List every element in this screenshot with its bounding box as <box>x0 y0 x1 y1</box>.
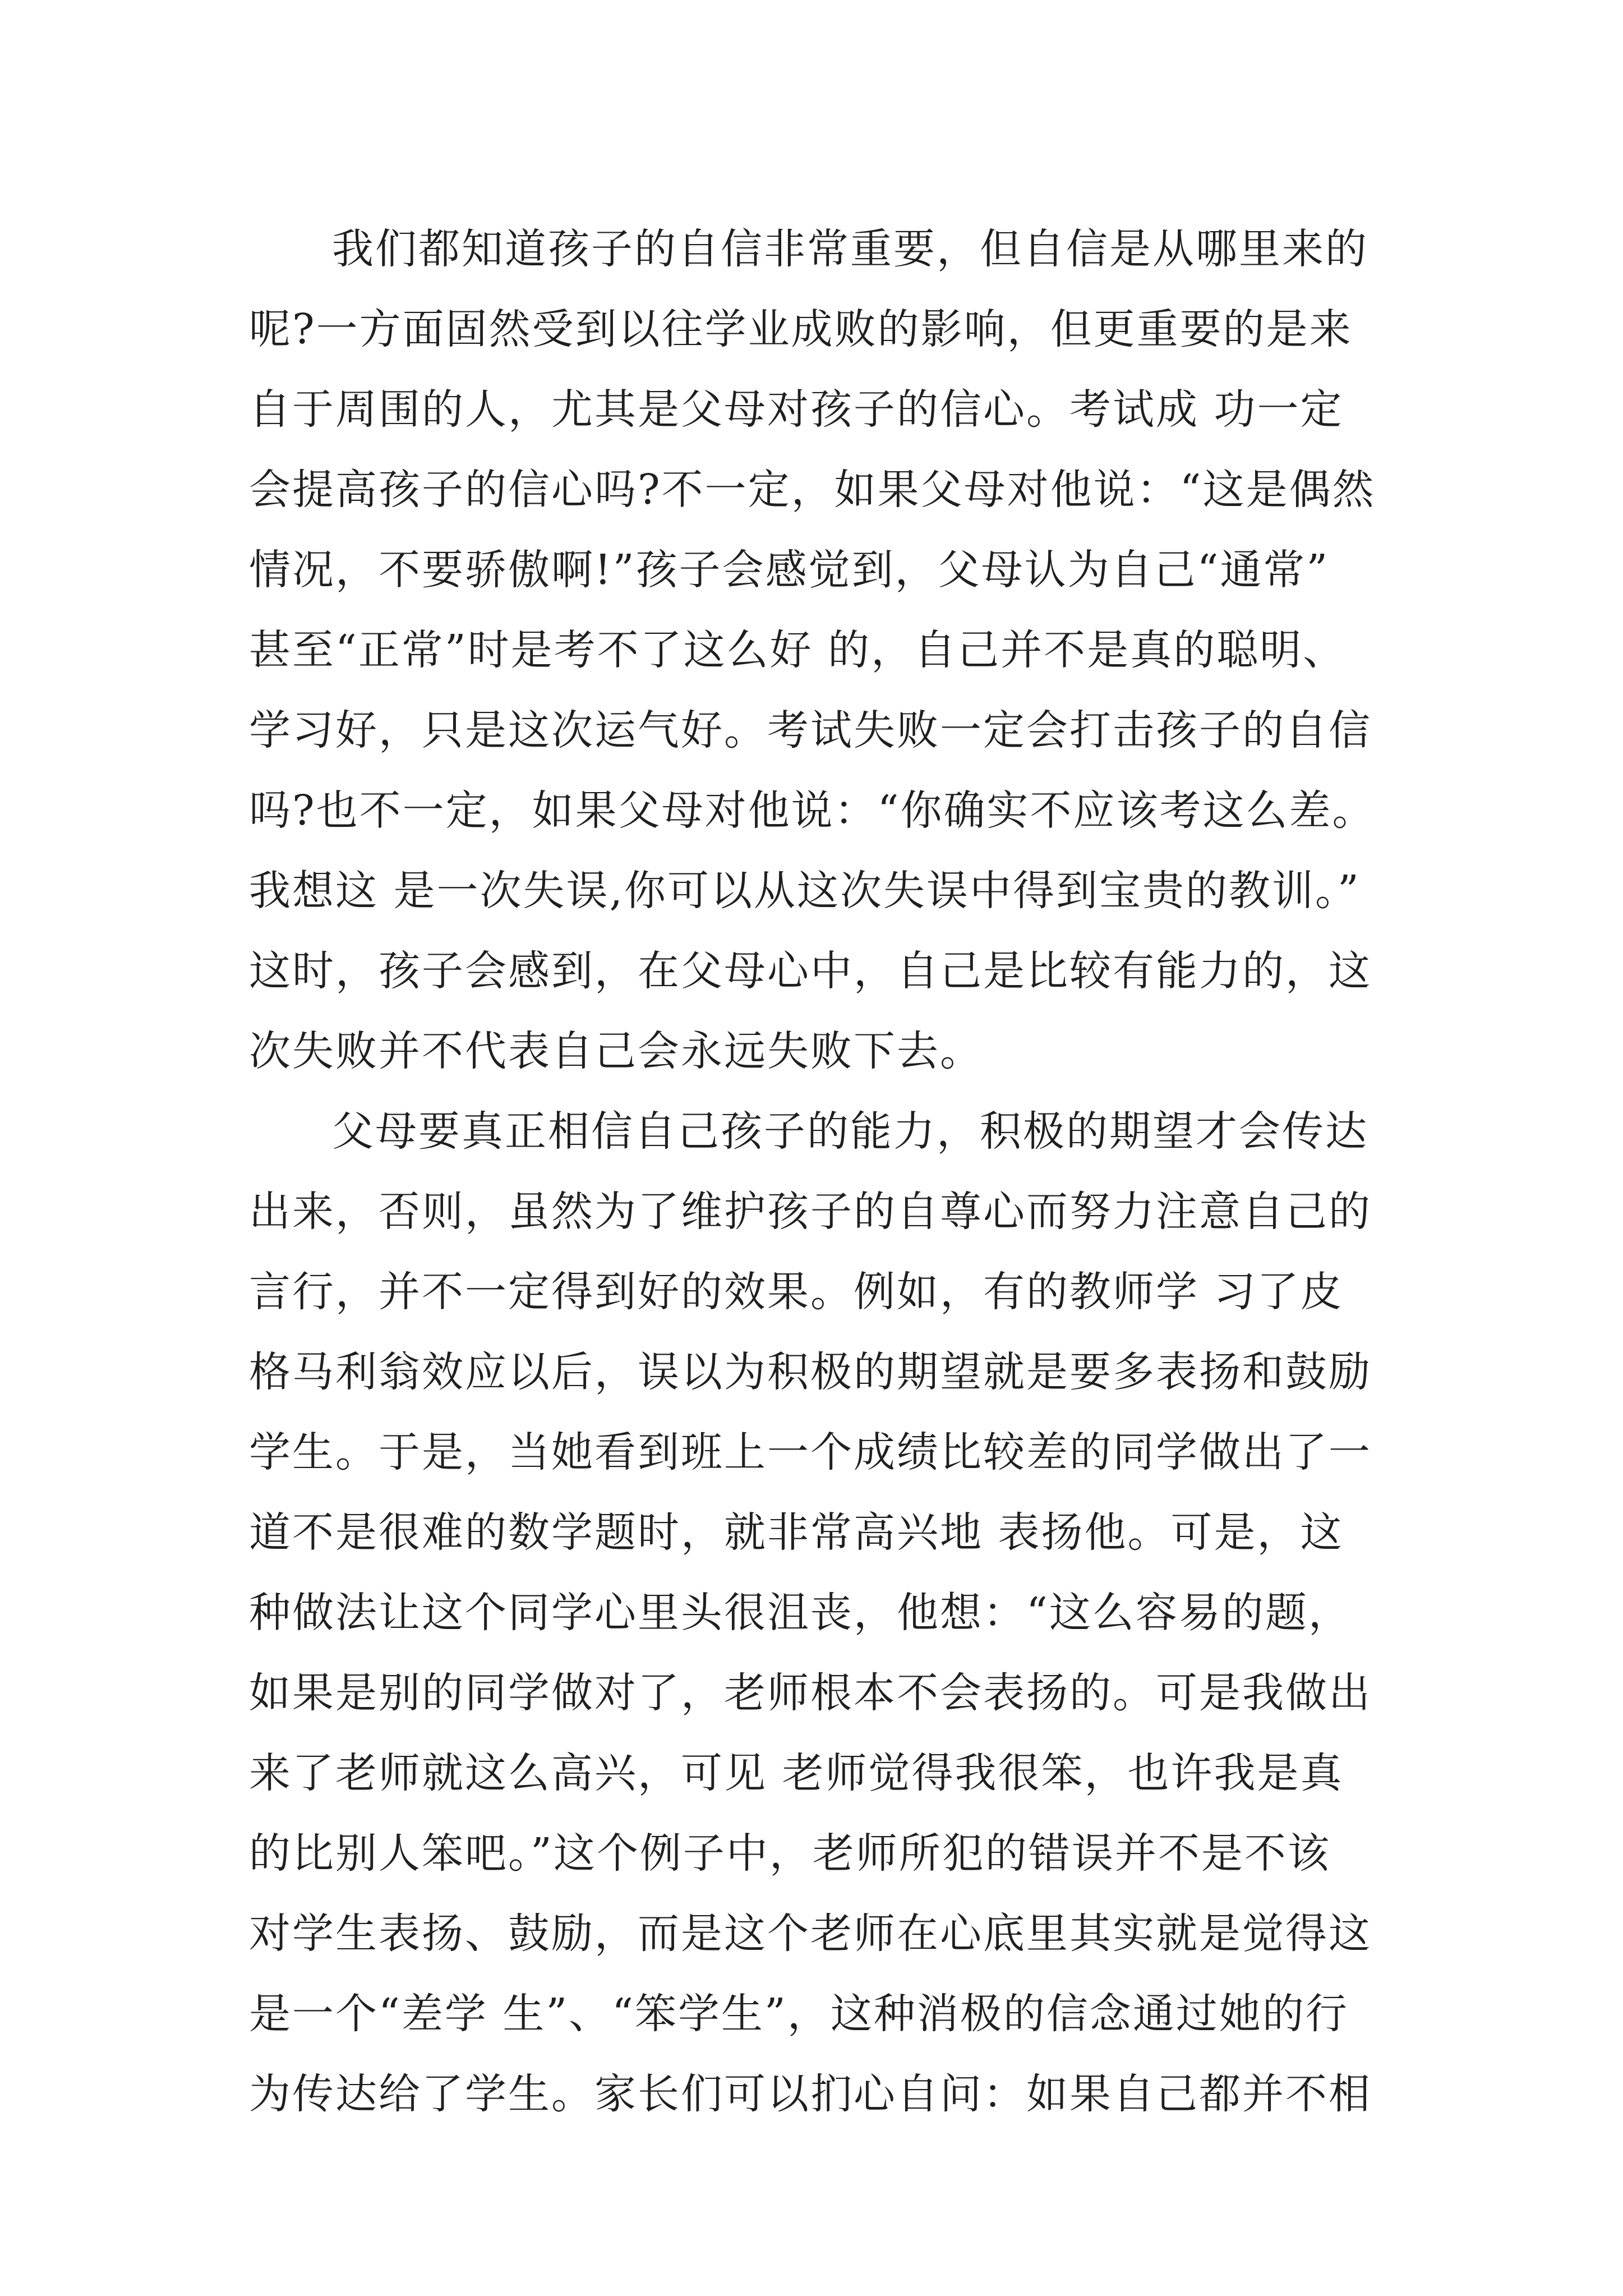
paragraph-1-line-9: 我想这 是一次失误,你可以从这次失误中得到宝贵的教训。” <box>249 867 1361 915</box>
paragraph-2-line-2: 出来，否则，虽然为了维护孩子的自尊心而努力注意自己的 <box>249 1188 1372 1236</box>
paragraph-2-line-6: 道不是很难的数学题时，就非常高兴地 表扬他。可是，这 <box>249 1508 1344 1557</box>
paragraph-1-line-7: 学习好，只是这次运气好。考试失败一定会打击孩子的自信 <box>249 706 1372 754</box>
paragraph-1-line-4: 会提高孩子的信心吗?不一定，如果父母对他说：“这是偶然 <box>249 466 1376 514</box>
paragraph-1-line-5: 情况，不要骄傲啊!”孩子会感觉到，父母认为自己“通常” <box>249 546 1330 594</box>
paragraph-2-line-11: 对学生表扬、鼓励，而是这个老师在心底里其实就是觉得这 <box>249 1910 1372 1958</box>
paragraph-2-line-1: 父母要真正相信自己孩子的能力，积极的期望才会传达 <box>332 1107 1368 1156</box>
paragraph-2-line-10: 的比别人笨吧。”这个例子中，老师所犯的错误并不是不该 <box>249 1829 1331 1878</box>
paragraph-2-line-5: 学生。于是，当她看到班上一个成绩比较差的同学做出了一 <box>249 1428 1372 1476</box>
paragraph-2-line-13: 为传达给了学生。家长们可以扪心自问：如果自己都并不相 <box>249 2070 1372 2118</box>
paragraph-2-line-4: 格马利翁效应以后，误以为积极的期望就是要多表扬和鼓励 <box>249 1348 1372 1396</box>
paragraph-1-line-1: 我们都知道孩子的自信非常重要，但自信是从哪里来的 <box>332 225 1368 273</box>
paragraph-1-line-6: 甚至“正常”时是考不了这么好 的，自己并不是真的聪明、 <box>249 626 1347 674</box>
paragraph-2-line-7: 种做法让这个同学心里头很沮丧，他想：“这么容易的题， <box>249 1589 1352 1637</box>
paragraph-1-line-2: 呢?一方面固然受到以往学业成败的影响，但更重要的是来 <box>249 305 1353 353</box>
paragraph-1-line-8: 吗?也不一定，如果父母对他说：“你确实不应该考这么差。 <box>249 786 1376 835</box>
paragraph-1-line-10: 这时，孩子会感到，在父母心中，自己是比较有能力的，这 <box>249 947 1372 995</box>
document-body <box>249 209 1393 2134</box>
paragraph-1-line-3: 自于周围的人，尤其是父母对孩子的信心。考试成 功一定 <box>249 385 1344 434</box>
paragraph-2-line-8: 如果是别的同学做对了，老师根本不会表扬的。可是我做出 <box>249 1669 1372 1717</box>
paragraph-2-line-9: 来了老师就这么高兴，可见 老师觉得我很笨，也许我是真 <box>249 1749 1344 1797</box>
paragraph-2-line-3: 言行，并不一定得到好的效果。例如，有的教师学 习了皮 <box>249 1268 1344 1316</box>
paragraph-1-line-11: 次失败并不代表自己会永远失败下去。 <box>249 1027 983 1075</box>
paragraph-2-line-12: 是一个“差学 生”、“笨学生”，这种消极的信念通过她的行 <box>249 1990 1349 2038</box>
